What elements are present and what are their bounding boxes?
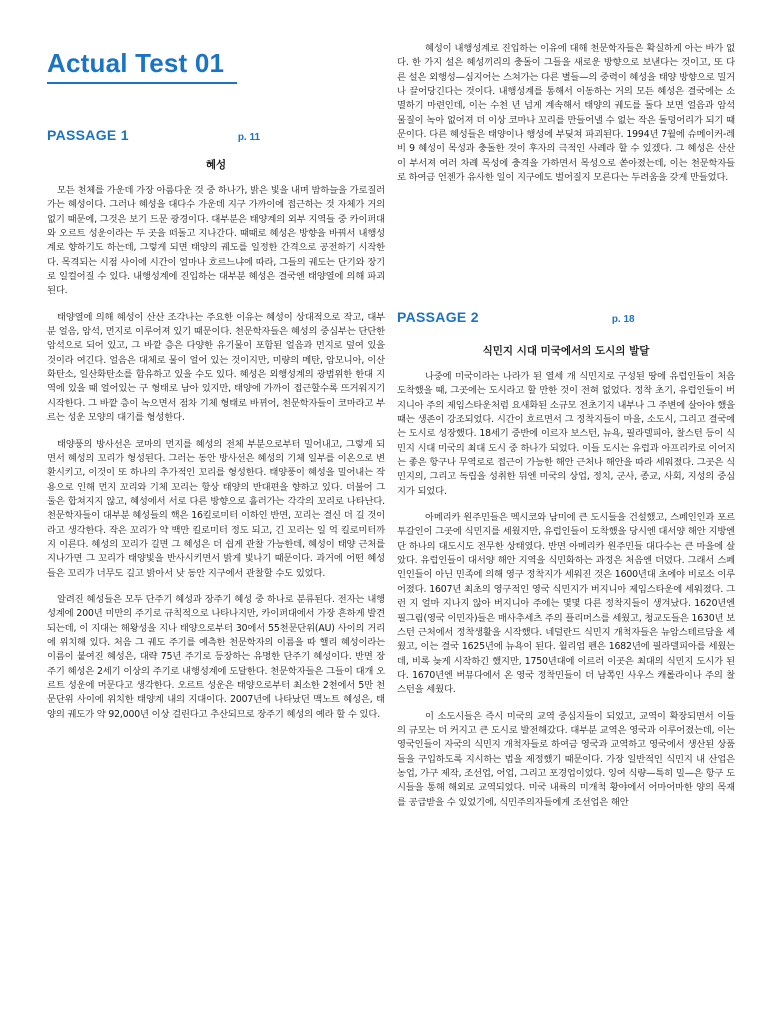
passage-1-heading: 혜성 (205, 159, 227, 171)
passage-1-paragraph: 알려진 혜성들은 모두 단주기 혜성과 장주기 혜성 중 하나로 분류된다. 전자는 내행성계에 200년 미만의 주기로 규칙적으로 나타나지만, 카이퍼대에서 가장 흔하게 발견되는데, 이 지대는 해왕성을 지나 태양으로부터 30에서 55천문단위(AU) 사이의 거리에 위치해 있다. 처음 그 궤도 주기를 예측한 천문학자의 이름을 따 핼리 혜성이라는 이름이 붙여진 혜성은, 대략 75년 주기로 등장하는 유명한 단주기 혜성이다. 반면 장주기 혜성은 2세기 이상의 주기로 내행성계에 도달한다. 천문학자들은 그들이 대개 오르트 성운에 머문다고 생각한다. 오르트 성운은 태양으로부터 최소한 2천에서 5만 천문단위 사이에 위치한 태양계 내의 지대이다. 2007년에 나타났던 맥노트 혜성은, 태양의 궤도가 약 92,000년 이상 걸린다고 추산되므로 장주기 혜성의 예라 할 수 있다. (47, 593, 385, 720)
passage-2-header (397, 309, 635, 325)
passage-1-paragraph: 모든 천체를 가운데 가장 아름다운 것 중 하나가, 밝은 빛을 내며 밤하늘을 가로질러 가는 혜성이다. 그러나 혜성을 대다수 가운데 지구 가까이에 접근하는 것 자체가 거의 없기 때문에, 그것은 보기 드문 광경이다. 대부분은 태양계의 외부 지역들 중 카이퍼대와 오르트 성운이라는 두 곳을 떠돌고 지나간다. 때때로 혜성은 방향을 바꿔서 내행성계로 향하기도 하는데, 그렇게 되면 태양의 궤도를 일정한 간격으로 공전하기 시작한다. 목격되는 시점 사이에 시간이 얼마나 흐르느냐에 따라, 그들의 궤도는 단기와 장기로 일컬어질 수 있다. 내행성계에 진입하는 대부분 혜성은 결국엔 태양열에 의해 파괴된다. (47, 185, 385, 297)
passage-1-label: PASSAGE 1 (47, 127, 129, 143)
page-title: Actual Test 01 (47, 48, 225, 78)
passage-2-page-ref: p. 18 (611, 314, 635, 325)
passage-2-body (397, 370, 735, 822)
passage-1-paragraph: 태양풍의 방사선은 코마의 먼지를 혜성의 전체 부분으로부터 밀어내고, 그렇게 되면서 혜성의 꼬리가 형성된다. 그러는 동안 방사선은 혜성의 기체 일부를 이온으로 변환시키고, 이것이 또 하나의 추가적인 꼬리를 형성한다. 태양풍이 혜성을 밀어내는 작용으로 인해 먼지 꼬리와 기체 꼬리는 항상 태양의 반대편을 향하고 있다. 더불어 그 둘은 합쳐지지 않고, 혜성에서 서로 다른 방향으로 흘러가는 각각의 꼬리로 나타난다. 천문학자들이 대부분 혜성들의 핵은 16킬로미터 이하인 반면, 꼬리는 결신 더 길 것이라고 생각한다. 작은 꼬리가 약 백만 킬로미터 정도 되고, 긴 꼬리는 일 억 킬로미터까지 이른다. 혜성의 꼬리가 길면 그 혜성은 더 쉽게 관찰 가능한데, 혜성이 태양 근처를 지나가면 그 꼬리가 태양빛을 반사시키면서 밝게 빛나기 때문이다. 과거에 어떤 혜성들은 꼬리가 너무도 길고 밝아서 낮 동안 지구에서 관찰할 수도 있었다. (47, 438, 385, 579)
passage-2-heading: 식민지 시대 미국에서의 도시의 발달 (482, 345, 650, 357)
passage-1-page-ref: p. 11 (237, 132, 261, 143)
passage-1-body (47, 184, 385, 734)
passage-2-paragraph: 나중에 미국이라는 나라가 된 열세 개 식민지로 구성된 땅에 유럽인들이 처음 도착했을 때, 그곳에는 도시라고 할 만한 것이 전혀 없었다. 정착 초기, 유럽인들이 버지니아 주의 제임스타운처럼 요새화된 소규모 전초기지 내부나 그 주변에 살아야 했을 때는 생존이 강조되었다. 시간이 흐르면서 그 정착지들이 마을, 소도시, 그리고 결국에는 도시로 성장했다. 18세기 중반에 이르자 보스턴, 뉴욕, 필라델피아, 찰스턴 등이 식민지 시대 미국의 최대 도시 중 하나가 되었다. 이들 도시는 유럽과 아프리카로 이어지는 좋은 항구나 무역로로 접근이 가능한 해안 근처나 해안을 따라 세워졌다. 그곳은 식민지의, 그리고 독립을 성취한 뒤엔 미국의 상업, 정치, 군사, 종교, 사회, 지성의 중심지가 되었다. (397, 371, 735, 497)
passage-2-paragraph: 아메리카 원주민들은 멕시코와 남미에 큰 도시들을 건설했고, 스페인인과 포르투갈인이 그곳에 식민지를 세웠지만, 유럽인들이 도착했을 당시엔 대서양 해안 지방엔 단 하나의 대도시도 전무한 상태였다. 반면 아메리카 원주민들 대다수는 큰 마을에 살았다. 유럽인들이 대서양 해안 지역을 식민화하는 과정은 처음엔 더뎠다. 그래서 스페인인들이 아닌 민족에 의해 영구 정착지가 세워진 것은 1600년대 초에야 비로소 이루어졌다. 1607년 최초의 영구적인 영국 식민지가 버지니아 제임스타운에 세워졌다. 그런 지 얼마 지나지 않아 버지니아 주에는 몇몇 다른 정착지들이 생겨났다. 1620년엔 필그림(영국 이민자)들은 매사추세츠 주의 플리머스를 세웠고, 청교도들은 1630년 보스턴 근처에서 정착생활을 시작했다. 네덜란드 식민지 개척자들은 뉴암스테르담을 세웠고, 이는 결국 1625년에 뉴욕이 된다. 윌리엄 펜은 1682년에 필라델피아를 세웠는데, 비록 늦게 시작하긴 했지만, 1750년대에 이르러 이곳은 최대의 식민지 도시가 된다. 1670년엔 버뮤다에서 온 영국 정착민들이 더 남쪽인 사우스 캐롤라이나 주의 찰스턴을 세웠다. (397, 512, 735, 696)
passage-2-label: PASSAGE 2 (397, 309, 479, 325)
passage-1-continued (397, 42, 735, 197)
passage-1-paragraph: 태양열에 의해 혜성이 산산 조각나는 주요한 이유는 혜성이 상대적으로 작고, 대부분 얼음, 암석, 먼지로 이루어져 있기 때문이다. 천문학자들은 혜성의 중심부는 단단한 암석으로 되어 있고, 그 바깥 층은 다양한 유기물이 포함된 얼음과 먼지로 덮여 있을 것이라 여긴다. 얼음은 대체로 물이 얼어 있는 것이지만, 미량의 메탄, 암모니아, 이산화탄소, 일산화탄소를 함유하고 있을 수도 있다. 혜성은 외행성계의 광범위한 한대 지역에 있을 때 얼어있는 구 형태로 남아 있지만, 태양에 가까이 접근할수록 뜨거워지기 시작한다. 그 바깥 층이 녹으면서 점차 기체 형태로 바뀌어, 천문학자들이 코마라고 부르는 성운 모양의 대기를 형성한다. (47, 311, 385, 424)
passage-1-paragraph: 혜성이 내행성계로 진입하는 이유에 대해 천문학자들은 확실하게 아는 바가 없다. 한 가지 설은 혜성끼리의 충돌이 그들을 새로운 방향으로 보낸다는 것이고, 또 다른 설은 외행성—심지어는 스쳐가는 다른 별들—의 중력이 혜성을 태양 방향으로 밀거나 끌어당긴다는 것이다. 내행성계를 통해서 이동하는 거의 모든 혜성은 결국에는 소멸하기 마련인데, 이는 수천 년 넘게 계속해서 태양의 궤도를 돌다 보면 얼음과 암석 물질이 녹아 없어져 더 이상 코마나 꼬리를 만들어낼 수 없는 작은 돌덩어리가 되기 때문이다. 다른 혜성들은 태양이나 행성에 부딪쳐 파괴된다. 1994년 7월에 슈메이커-레비 9 혜성이 목성과 충돌한 것이 후자의 극적인 사례라 할 수 있겠다. 그 혜성은 산산이 부서져 여러 차례 목성에 충격을 가하면서 목성으로 쏟아졌는데, 이는 천문학자들로 하여금 언젠가 유사한 일이 지구에도 벌어질지 모른다는 두려움을 갖게 만들었다. (397, 43, 735, 184)
passage-1-header (47, 127, 260, 143)
title-underline (47, 82, 237, 84)
passage-2-paragraph: 이 소도시들은 즉시 미국의 교역 중심지들이 되었고, 교역이 확장되면서 이들의 규모는 더 커지고 큰 도시로 발전해갔다. 대부분 교역은 영국과 이루어졌는데, 이는 영국인들이 자국의 식민지 개척자들로 하여금 영국과 교역하고 영국에서 생산된 상품들을 구입하도록 지시하는 법을 제정했기 때문이다. 가장 일반적인 식민지 내 산업은 농업, 가구 제작, 조선업, 어업, 그리고 포경업이었다. 잉여 식량—특히 밀—은 항구 도시들을 통해 해외로 교역되었다. 미국 내륙의 미개척 황야에서 어마어마한 양의 목재를 공급받을 수 있었기에, 식민주의자들에게 조선업은 해안 (397, 710, 735, 808)
